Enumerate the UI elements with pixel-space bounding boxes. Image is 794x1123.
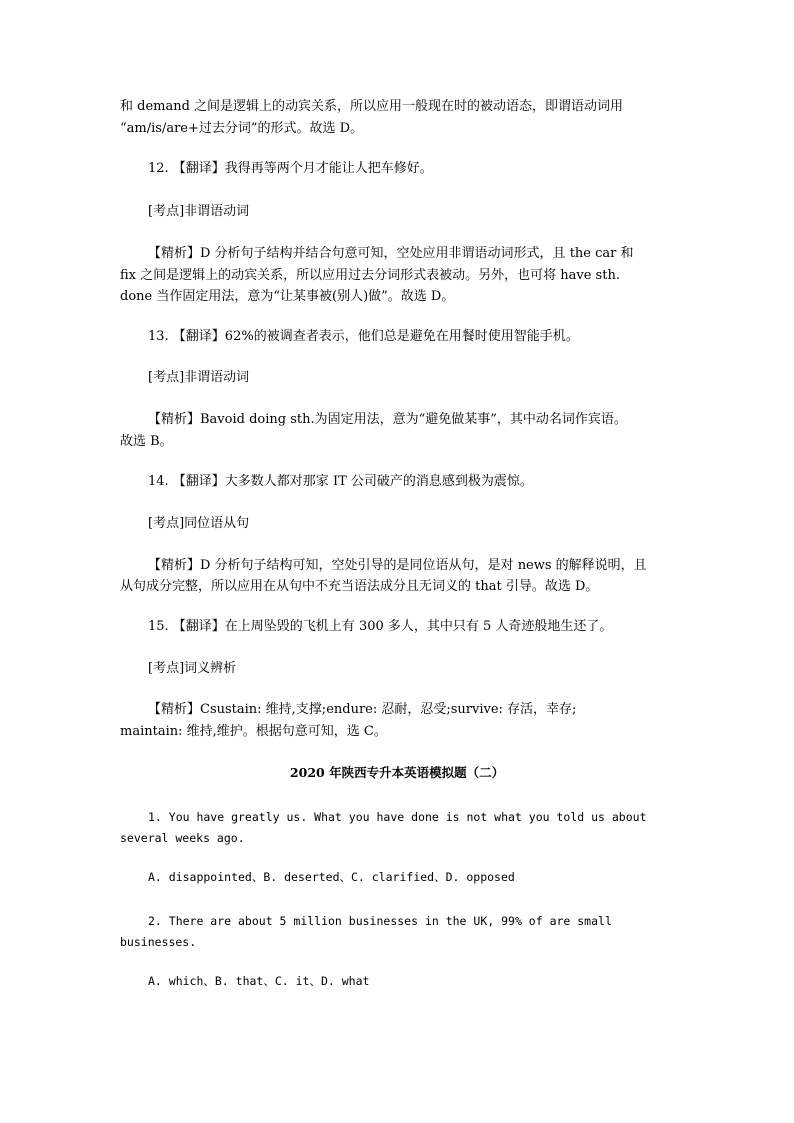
- q15-analysis-line-2: maintain: 维持,维护。根据句意可知，选 C。: [120, 724, 387, 739]
- q14-analysis-line-1: 【精析】D 分析句子结构可知，空处引导的是同位语从句，是对 news 的解释说明，且: [148, 558, 647, 573]
- q13-translation: 13. 【翻译】62%的被调查者表示，他们总是避免在用餐时使用智能手机。: [148, 329, 579, 344]
- q12-analysis-line-3: done 当作固定用法，意为“让某事被(别人)做”。故选 D。: [120, 289, 455, 304]
- section-title: 2020 年陕西专升本英语模拟题（二）: [289, 765, 505, 780]
- q12-analysis-line-1: 【精析】D 分析句子结构并结合句意可知，空处应用非谓语动词形式，且 the car 和: [148, 246, 634, 261]
- q1-options: A. disappointed、B. deserted、C. clarified、D. opposed: [148, 870, 515, 884]
- q15-point: [考点]词义辨析: [148, 661, 237, 676]
- q1-stem-line-1: 1. You have greatly us. What you have done is not what you told us about: [148, 810, 647, 824]
- q13-point: [考点]非谓语动词: [148, 370, 250, 385]
- q1-stem-line-2: several weeks ago.: [120, 831, 245, 845]
- q13-analysis-line-2: 故选 B。: [120, 434, 173, 449]
- q2-stem-line-2: businesses.: [120, 935, 197, 949]
- q15-translation: 15. 【翻译】在上周坠毁的飞机上有 300 多人，其中只有 5 人奇迹般地生还了。: [148, 619, 613, 634]
- q15-analysis-line-1: 【精析】Csustain: 维持,支撑;endure: 忍耐，忍受;survive: 存活，幸存;: [148, 702, 577, 717]
- q2-options: A. which、B. that、C. it、D. what: [148, 974, 370, 988]
- continuation-line-2: “am/is/are+过去分词”的形式。故选 D。: [120, 121, 364, 136]
- q12-point: [考点]非谓语动词: [148, 204, 250, 219]
- q14-translation: 14. 【翻译】大多数人都对那家 IT 公司破产的消息感到极为震惊。: [148, 474, 533, 489]
- q12-translation: 12. 【翻译】我得再等两个月才能让人把车修好。: [148, 161, 433, 176]
- q14-analysis-line-2: 从句成分完整，所以应用在从句中不充当语法成分且无词义的 that 引导。故选 D。: [120, 579, 599, 594]
- continuation-line-1: 和 demand 之间是逻辑上的动宾关系，所以应用一般现在时的被动语态，即谓语动词用: [120, 99, 624, 114]
- q14-point: [考点]同位语从句: [148, 516, 250, 531]
- q13-analysis-line-1: 【精析】Bavoid doing sth.为固定用法，意为“避免做某事”，其中动名词作宾语。: [148, 412, 627, 427]
- q2-stem-line-1: 2. There are about 5 million businesses in the UK, 99% of are small: [148, 914, 612, 928]
- q12-analysis-line-2: fix 之间是逻辑上的动宾关系，所以应用过去分词形式表被动。另外，也可将 have sth.: [120, 268, 620, 283]
